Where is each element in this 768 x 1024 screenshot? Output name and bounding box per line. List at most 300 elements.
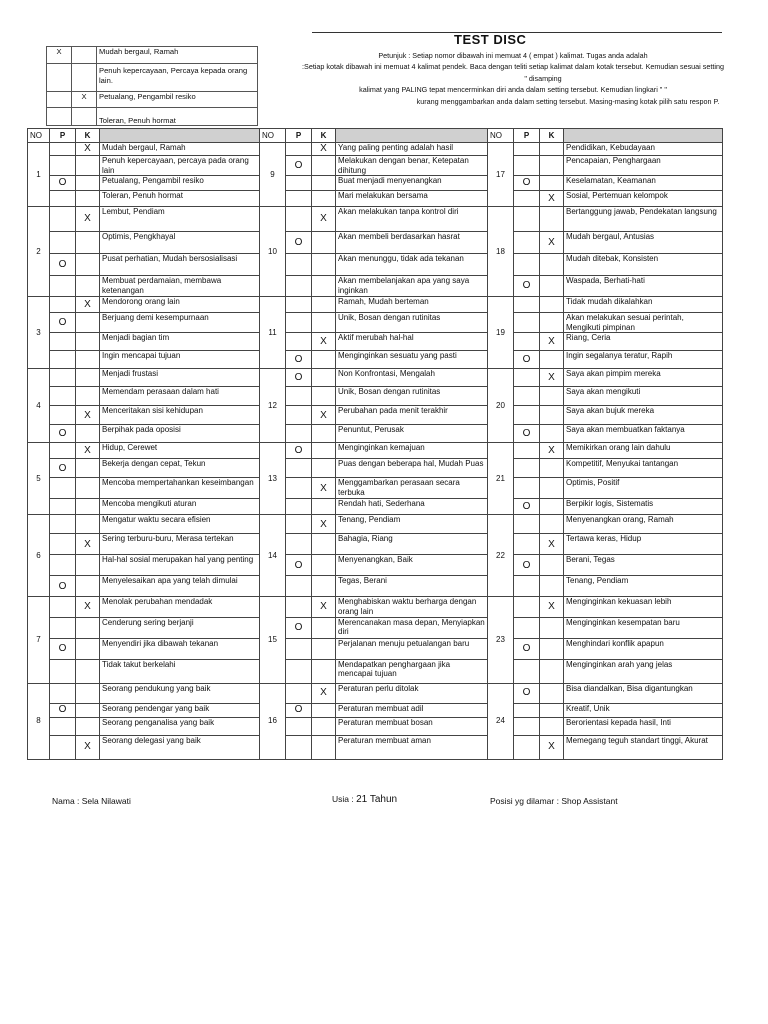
table-row [28,207,723,232]
statement-text: Penuh kepercayaan, percaya pada orang lain [100,156,260,176]
k-mark: X [76,297,100,313]
p-mark [286,576,312,597]
statement-text: Tertawa keras, Hidup [564,534,723,555]
table-row [28,425,723,443]
statement-text: Berani, Tegas [564,555,723,576]
p-mark: O [514,555,540,576]
k-mark [76,515,100,534]
example-statement: Toleran, Penuh hormat [97,108,258,126]
instruction-line: kurang menggambarkan anda dalam setting tersebut. Masing-masing kotak pilih satu respon P. [416,96,720,106]
p-mark [514,617,540,638]
page-title: TEST DISC [454,32,527,47]
p-mark [514,735,540,759]
k-mark: X [312,515,336,534]
p-mark [286,406,312,425]
instructions [258,50,768,107]
p-mark [286,387,312,406]
p-mark [50,534,76,555]
p-mark: O [514,683,540,703]
table-row [28,254,723,276]
question-number: 20 [488,369,514,443]
p-mark: O [50,576,76,597]
question-number: 14 [260,515,286,597]
k-mark [540,387,564,406]
p-mark [50,232,76,254]
p-mark [514,576,540,597]
p-mark [514,369,540,387]
k-mark: X [540,191,564,207]
statement-text: Unik, Bosan dengan rutinitas [336,387,488,406]
question-number: 21 [488,443,514,515]
k-mark [76,425,100,443]
k-mark [312,717,336,735]
k-mark: X [312,143,336,156]
p-mark: O [50,176,76,191]
question-number: 10 [260,207,286,297]
question-number: 15 [260,597,286,683]
p-mark [514,597,540,617]
k-mark [76,313,100,333]
p-mark: O [50,425,76,443]
p-mark [286,276,312,297]
p-mark [50,143,76,156]
example-row [47,108,258,126]
k-mark [312,443,336,459]
question-number: 17 [488,143,514,207]
statement-text: Menghindari konflik apapun [564,638,723,659]
table-row [28,499,723,515]
statement-text: Tegas, Berani [336,576,488,597]
header-row [28,129,723,143]
statement-text: Bahagia, Riang [336,534,488,555]
k-mark [540,297,564,313]
k-mark [76,333,100,351]
table-row [28,717,723,735]
table-row [28,232,723,254]
k-mark: X [540,597,564,617]
k-mark [76,191,100,207]
p-mark [286,534,312,555]
statement-text: Peraturan membuat aman [336,735,488,759]
k-mark [312,351,336,369]
header-k: K [540,129,564,143]
example-row [47,64,258,92]
k-mark [312,735,336,759]
statement-text: Optimis, Positif [564,478,723,499]
k-mark [312,576,336,597]
p-mark [286,207,312,232]
statement-text: Mencoba mengikuti aturan [100,499,260,515]
k-mark [540,406,564,425]
statement-text: Toleran, Penuh hormat [100,191,260,207]
k-mark: X [540,534,564,555]
table-row [28,313,723,333]
statement-text: Seorang pendengar yang baik [100,703,260,717]
statement-text: Saya akan membuatkan faktanya [564,425,723,443]
statement-text: Cenderung sering berjanji [100,617,260,638]
p-mark: O [50,638,76,659]
p-mark [514,254,540,276]
table-row [28,443,723,459]
table-row [28,369,723,387]
p-mark [286,297,312,313]
statement-text: Menginginkan kekuasan lebih [564,597,723,617]
p-mark [514,478,540,499]
statement-text: Perjalanan menuju petualangan baru [336,638,488,659]
p-mark [514,191,540,207]
statement-text: Menghabiskan waktu berharga dengan orang lain [336,597,488,617]
p-mark [286,683,312,703]
question-number: 13 [260,443,286,515]
k-mark [540,555,564,576]
table-row [28,555,723,576]
statement-text: Lembut, Pendiam [100,207,260,232]
p-mark [286,254,312,276]
example-row [47,47,258,64]
question-number: 9 [260,143,286,207]
table-row [28,191,723,207]
question-number: 5 [28,443,50,515]
p-mark: O [514,638,540,659]
k-mark [540,156,564,176]
k-mark [540,617,564,638]
statement-text: Peraturan membuat adil [336,703,488,717]
p-mark [514,207,540,232]
p-mark [50,276,76,297]
question-number: 19 [488,297,514,369]
k-mark [312,254,336,276]
table-row [28,597,723,617]
k-mark [76,156,100,176]
k-mark [312,176,336,191]
statement-text: Menolak perubahan mendadak [100,597,260,617]
k-mark [540,683,564,703]
p-mark [50,499,76,515]
statement-text: Mudah ditebak, Konsisten [564,254,723,276]
table-row [28,735,723,759]
statement-text: Membuat perdamaian, membawa ketenangan [100,276,260,297]
p-mark: O [286,703,312,717]
statement-text: Seorang penganalisa yang baik [100,717,260,735]
p-mark [286,499,312,515]
statement-text: Menjadi frustasi [100,369,260,387]
k-mark [312,276,336,297]
k-mark [76,617,100,638]
k-mark [76,176,100,191]
p-mark: O [286,351,312,369]
question-number: 12 [260,369,286,443]
k-mark [76,387,100,406]
header-p: P [50,129,76,143]
example-k-mark [72,108,97,126]
statement-text: Aktif merubah hal-hal [336,333,488,351]
k-mark: X [76,534,100,555]
statement-text: Keselamatan, Keamanan [564,176,723,191]
k-mark: X [76,597,100,617]
instruction-line: " disamping [524,73,562,83]
statement-text: Berorientasi kepada hasil, Inti [564,717,723,735]
statement-text: Mendapatkan penghargaan jika mencapai tujuan [336,659,488,683]
k-mark [540,499,564,515]
k-mark: X [312,207,336,232]
table-row [28,703,723,717]
header-statement [564,129,723,143]
example-statement: Penuh kepercayaan, Percaya kepada orang lain. [97,64,258,92]
statement-text: Peraturan membuat bosan [336,717,488,735]
instruction-line: kalimat yang PALING tepat mencerminkan diri anda dalam setting tersebut. Kemudian lingkari " " [359,85,667,95]
question-number: 23 [488,597,514,683]
p-mark [514,534,540,555]
example-k-mark: X [72,92,97,108]
k-mark [312,369,336,387]
k-mark [540,313,564,333]
table-row [28,276,723,297]
k-mark [540,425,564,443]
k-mark [312,425,336,443]
disc-table [27,128,723,760]
k-mark: X [312,406,336,425]
p-mark [286,717,312,735]
question-number: 16 [260,683,286,759]
statement-text: Tidak mudah dikalahkan [564,297,723,313]
statement-text: Menginginkan kemajuan [336,443,488,459]
k-mark [76,659,100,683]
statement-text: Kompetitif, Menyukai tantangan [564,459,723,478]
p-mark [514,297,540,313]
statement-text: Tenang, Pendiam [336,515,488,534]
p-mark [50,735,76,759]
statement-text: Hidup, Cerewet [100,443,260,459]
table-row [28,478,723,499]
statement-text: Unik, Bosan dengan rutinitas [336,313,488,333]
p-mark: O [514,176,540,191]
statement-text: Ingin mencapai tujuan [100,351,260,369]
k-mark [76,276,100,297]
p-mark: O [50,459,76,478]
example-p-mark [47,92,72,108]
example-p-mark: X [47,47,72,64]
k-mark [312,555,336,576]
statement-text: Pencapaian, Penghargaan [564,156,723,176]
example-p-mark [47,64,72,92]
header-statement [100,129,260,143]
statement-text: Menyenangkan, Baik [336,555,488,576]
k-mark [312,313,336,333]
p-mark: O [514,351,540,369]
p-mark [514,333,540,351]
table-row [28,534,723,555]
p-mark [286,176,312,191]
p-mark [514,156,540,176]
example-statement: Petualang, Pengambil resiko [97,92,258,108]
k-mark [312,499,336,515]
p-mark [286,478,312,499]
question-number: 8 [28,683,50,759]
p-mark [286,425,312,443]
statement-text: Riang, Ceria [564,333,723,351]
p-mark: O [514,425,540,443]
example-statement: Mudah bergaul, Ramah [97,47,258,64]
statement-text: Pusat perhatian, Mudah bersosialisasi [100,254,260,276]
statement-text: Menginginkan arah yang jelas [564,659,723,683]
k-mark [76,638,100,659]
p-mark [50,369,76,387]
statement-text: Tidak takut berkelahi [100,659,260,683]
k-mark [76,232,100,254]
statement-text: Melakukan dengan benar, Ketepatan dihitung [336,156,488,176]
k-mark [76,351,100,369]
k-mark [540,703,564,717]
table-row [28,387,723,406]
k-mark: X [76,735,100,759]
k-mark: X [540,735,564,759]
p-mark [286,459,312,478]
p-mark: O [50,703,76,717]
p-mark [514,443,540,459]
statement-text: Mudah bergaul, Ramah [100,143,260,156]
p-mark [286,313,312,333]
p-mark: O [514,276,540,297]
age-label: Usia : [332,794,354,804]
table-row [28,143,723,156]
position-applied: Posisi yg dilamar : Shop Assistant [490,796,618,806]
p-mark [50,597,76,617]
k-mark: X [76,207,100,232]
statement-text: Menyenangkan orang, Ramah [564,515,723,534]
age-value: 21 Tahun [356,794,398,805]
p-mark [50,443,76,459]
p-mark [50,555,76,576]
statement-text: Sosial, Pertemuan kelompok [564,191,723,207]
header-k: K [76,129,100,143]
statement-text: Seorang pendukung yang baik [100,683,260,703]
k-mark [540,351,564,369]
p-mark [514,232,540,254]
p-mark [50,617,76,638]
example-table [46,46,258,126]
k-mark [312,297,336,313]
header-p: P [286,129,312,143]
k-mark [540,576,564,597]
k-mark [76,683,100,703]
k-mark [76,459,100,478]
statement-text: Bekerja dengan cepat, Tekun [100,459,260,478]
statement-text: Saya akan bujuk mereka [564,406,723,425]
p-mark [50,515,76,534]
table-row [28,659,723,683]
k-mark: X [540,333,564,351]
k-mark [76,369,100,387]
k-mark: X [540,369,564,387]
k-mark [312,191,336,207]
statement-text: Bertanggung jawab, Pendekatan langsung [564,207,723,232]
statement-text: Non Konfrontasi, Mengalah [336,369,488,387]
p-mark [50,683,76,703]
question-number: 18 [488,207,514,297]
statement-text: Waspada, Berhati-hati [564,276,723,297]
k-mark: X [76,143,100,156]
statement-text: Petualang, Pengambil resiko [100,176,260,191]
statement-text: Mencoba mempertahankan keseimbangan [100,478,260,499]
table-row [28,406,723,425]
k-mark [540,276,564,297]
p-mark [514,515,540,534]
statement-text: Menjadi bagian tim [100,333,260,351]
k-mark [312,638,336,659]
header-statement [336,129,488,143]
example-k-mark [72,47,97,64]
p-mark: O [286,443,312,459]
p-mark [50,351,76,369]
candidate-name: Nama : Sela Nilawati [52,796,131,806]
instruction-line: Petunjuk : Setiap nomor dibawah ini memuat 4 ( empat ) kalimat. Tugas anda adalah [378,51,648,60]
k-mark [76,576,100,597]
header-p: P [514,129,540,143]
statement-text: Merencanakan masa depan, Menyiapkan diri [336,617,488,638]
p-mark [50,207,76,232]
statement-text: Perubahan pada menit terakhir [336,406,488,425]
statement-text: Hal-hal sosial merupakan hal yang penting [100,555,260,576]
p-mark: O [286,617,312,638]
question-number: 6 [28,515,50,597]
statement-text: Menginginkan kesempatan baru [564,617,723,638]
statement-text: Ramah, Mudah berteman [336,297,488,313]
statement-text: Seorang delegasi yang baik [100,735,260,759]
k-mark [312,387,336,406]
question-number: 4 [28,369,50,443]
question-number: 7 [28,597,50,683]
p-mark [50,478,76,499]
statement-text: Menggambarkan perasaan secara terbuka [336,478,488,499]
p-mark [286,735,312,759]
table-row [28,515,723,534]
header-k: K [312,129,336,143]
k-mark [312,232,336,254]
table-row [28,156,723,176]
statement-text: Bisa diandalkan, Bisa digantungkan [564,683,723,703]
p-mark [514,703,540,717]
k-mark [540,515,564,534]
table-row [28,297,723,313]
p-mark [514,313,540,333]
statement-text: Mudah bergaul, Antusias [564,232,723,254]
table-row [28,459,723,478]
header-no: NO [260,129,286,143]
k-mark [76,478,100,499]
p-mark [286,143,312,156]
table-row [28,638,723,659]
statement-text: Yang paling penting adalah hasil [336,143,488,156]
question-number: 11 [260,297,286,369]
statement-text: Akan menunggu, tidak ada tekanan [336,254,488,276]
p-mark: O [286,232,312,254]
k-mark [312,617,336,638]
p-mark [286,597,312,617]
k-mark: X [76,443,100,459]
p-mark [514,387,540,406]
candidate-age [332,794,397,805]
statement-text: Buat menjadi menyenangkan [336,176,488,191]
statement-text: Tenang, Pendiam [564,576,723,597]
statement-text: Peraturan perlu ditolak [336,683,488,703]
statement-text: Mengatur waktu secara efisien [100,515,260,534]
k-mark [312,534,336,555]
k-mark [540,143,564,156]
k-mark [312,459,336,478]
statement-text: Memegang teguh standart tinggi, Akurat [564,735,723,759]
question-number: 24 [488,683,514,759]
statement-text: Akan melakukan sesuai perintah, Mengikuti pimpinan [564,313,723,333]
